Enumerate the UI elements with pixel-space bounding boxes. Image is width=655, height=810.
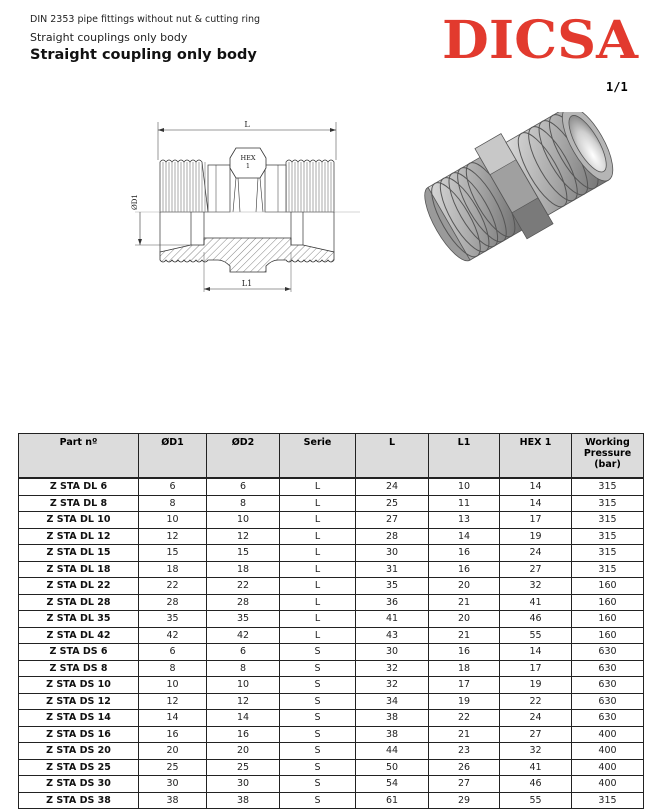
table-cell: 34 xyxy=(356,693,429,710)
table-cell: 10 xyxy=(207,677,280,694)
table-cell: 14 xyxy=(500,495,572,512)
table-cell: 21 xyxy=(429,726,500,743)
table-cell: 400 xyxy=(572,726,644,743)
table-cell: L xyxy=(280,495,356,512)
hex-number-label: 1 xyxy=(245,162,251,170)
table-row xyxy=(19,693,644,710)
table-cell: 400 xyxy=(572,743,644,760)
page-number: 1/1 xyxy=(606,80,628,94)
technical-drawing xyxy=(120,112,360,302)
table-cell: 19 xyxy=(500,677,572,694)
table-cell: L xyxy=(280,627,356,644)
table-cell: 13 xyxy=(429,512,500,529)
table-cell: 14 xyxy=(500,644,572,661)
table-cell: 32 xyxy=(356,677,429,694)
table-cell: 27 xyxy=(356,512,429,529)
column-header-l: L xyxy=(356,434,429,479)
table-row xyxy=(19,545,644,562)
table-cell: 22 xyxy=(207,578,280,595)
table-cell: 44 xyxy=(356,743,429,760)
column-header-hex1: HEX 1 xyxy=(500,434,572,479)
table-cell: 8 xyxy=(139,495,207,512)
table-cell: 22 xyxy=(500,693,572,710)
table-cell: 21 xyxy=(429,594,500,611)
table-cell: 27 xyxy=(429,776,500,793)
table-cell: 16 xyxy=(429,644,500,661)
table-cell: 43 xyxy=(356,627,429,644)
table-cell: 17 xyxy=(429,677,500,694)
part-number-cell: Z STA DL 22 xyxy=(19,578,139,595)
table-cell: 28 xyxy=(139,594,207,611)
table-cell: 46 xyxy=(500,776,572,793)
column-header-part: Part nº xyxy=(19,434,139,479)
logo-text: DICSA xyxy=(442,14,639,62)
table-cell: 630 xyxy=(572,710,644,727)
table-cell: 6 xyxy=(207,644,280,661)
table-row xyxy=(19,792,644,809)
table-cell: S xyxy=(280,743,356,760)
table-row xyxy=(19,644,644,661)
table-cell: 21 xyxy=(429,627,500,644)
table-cell: 10 xyxy=(429,478,500,495)
table-cell: 12 xyxy=(207,693,280,710)
table-cell: 32 xyxy=(500,578,572,595)
table-cell: 8 xyxy=(207,495,280,512)
table-row xyxy=(19,478,644,495)
table-row xyxy=(19,743,644,760)
table-cell: 31 xyxy=(356,561,429,578)
part-number-cell: Z STA DS 38 xyxy=(19,792,139,809)
table-cell: 17 xyxy=(500,660,572,677)
table-cell: L xyxy=(280,545,356,562)
page-title: Straight coupling only body xyxy=(30,47,257,63)
table-cell: 30 xyxy=(356,545,429,562)
column-header-serie: Serie xyxy=(280,434,356,479)
table-header-row xyxy=(19,434,644,479)
part-number-cell: Z STA DL 28 xyxy=(19,594,139,611)
table-cell: 15 xyxy=(139,545,207,562)
table-cell: 27 xyxy=(500,561,572,578)
table-cell: 32 xyxy=(356,660,429,677)
table-cell: 22 xyxy=(429,710,500,727)
table-cell: L xyxy=(280,594,356,611)
table-cell: 30 xyxy=(207,776,280,793)
table-cell: 315 xyxy=(572,512,644,529)
part-number-cell: Z STA DS 12 xyxy=(19,693,139,710)
table-cell: L xyxy=(280,478,356,495)
column-header-working-pressure: Working Pressure (bar) xyxy=(572,434,644,479)
table-cell: 24 xyxy=(500,545,572,562)
table-row xyxy=(19,561,644,578)
table-cell: 14 xyxy=(207,710,280,727)
table-cell: 42 xyxy=(139,627,207,644)
table-row xyxy=(19,726,644,743)
table-cell: 16 xyxy=(429,561,500,578)
table-cell: 25 xyxy=(207,759,280,776)
table-cell: 54 xyxy=(356,776,429,793)
table-cell: 630 xyxy=(572,693,644,710)
length-inner-label: L1 xyxy=(241,279,253,288)
dicsa-logo xyxy=(440,14,640,62)
table-cell: 14 xyxy=(429,528,500,545)
table-cell: 315 xyxy=(572,528,644,545)
table-cell: 160 xyxy=(572,578,644,595)
table-cell: 315 xyxy=(572,792,644,809)
table-cell: 14 xyxy=(500,478,572,495)
table-cell: 315 xyxy=(572,545,644,562)
table-cell: 10 xyxy=(139,677,207,694)
table-cell: 315 xyxy=(572,495,644,512)
table-cell: 10 xyxy=(207,512,280,529)
table-cell: 29 xyxy=(429,792,500,809)
table-cell: 23 xyxy=(429,743,500,760)
table-cell: 24 xyxy=(356,478,429,495)
part-number-cell: Z STA DL 8 xyxy=(19,495,139,512)
table-cell: 20 xyxy=(207,743,280,760)
table-cell: 26 xyxy=(429,759,500,776)
table-cell: 27 xyxy=(500,726,572,743)
category-subtitle: Straight couplings only body xyxy=(30,31,188,44)
table-cell: 400 xyxy=(572,776,644,793)
table-row xyxy=(19,776,644,793)
table-cell: 61 xyxy=(356,792,429,809)
part-number-cell: Z STA DL 42 xyxy=(19,627,139,644)
table-cell: L xyxy=(280,561,356,578)
table-cell: 160 xyxy=(572,594,644,611)
table-cell: 8 xyxy=(139,660,207,677)
table-cell: 41 xyxy=(500,759,572,776)
diameter-label: ØD1 xyxy=(131,194,139,210)
table-cell: 160 xyxy=(572,611,644,628)
column-header-d1: ØD1 xyxy=(139,434,207,479)
table-row xyxy=(19,759,644,776)
table-cell: S xyxy=(280,776,356,793)
table-cell: 12 xyxy=(139,528,207,545)
table-cell: 36 xyxy=(356,594,429,611)
table-cell: 42 xyxy=(207,627,280,644)
table-cell: 30 xyxy=(139,776,207,793)
table-cell: 630 xyxy=(572,677,644,694)
table-cell: 315 xyxy=(572,561,644,578)
table-cell: 18 xyxy=(139,561,207,578)
table-cell: 20 xyxy=(429,611,500,628)
table-cell: 41 xyxy=(500,594,572,611)
table-cell: 12 xyxy=(207,528,280,545)
table-cell: 6 xyxy=(139,478,207,495)
product-render-3d xyxy=(420,112,650,302)
table-row xyxy=(19,528,644,545)
table-cell: 14 xyxy=(139,710,207,727)
table-cell: 25 xyxy=(356,495,429,512)
part-number-cell: Z STA DS 25 xyxy=(19,759,139,776)
part-number-cell: Z STA DL 10 xyxy=(19,512,139,529)
table-cell: S xyxy=(280,792,356,809)
table-cell: 22 xyxy=(139,578,207,595)
part-number-cell: Z STA DS 16 xyxy=(19,726,139,743)
table-cell: 315 xyxy=(572,478,644,495)
part-number-cell: Z STA DS 14 xyxy=(19,710,139,727)
table-row xyxy=(19,512,644,529)
table-cell: 20 xyxy=(429,578,500,595)
table-cell: 15 xyxy=(207,545,280,562)
table-cell: 41 xyxy=(356,611,429,628)
table-cell: 8 xyxy=(207,660,280,677)
table-cell: S xyxy=(280,693,356,710)
length-label: L xyxy=(244,120,250,129)
table-cell: 32 xyxy=(500,743,572,760)
table-cell: 400 xyxy=(572,759,644,776)
table-cell: 35 xyxy=(207,611,280,628)
table-cell: 38 xyxy=(207,792,280,809)
table-row xyxy=(19,677,644,694)
table-cell: 11 xyxy=(429,495,500,512)
table-cell: 6 xyxy=(139,644,207,661)
part-number-cell: Z STA DS 8 xyxy=(19,660,139,677)
table-cell: 19 xyxy=(429,693,500,710)
table-cell: 17 xyxy=(500,512,572,529)
part-number-cell: Z STA DS 20 xyxy=(19,743,139,760)
table-cell: S xyxy=(280,710,356,727)
table-cell: 28 xyxy=(356,528,429,545)
table-cell: S xyxy=(280,644,356,661)
table-cell: S xyxy=(280,677,356,694)
table-cell: L xyxy=(280,611,356,628)
table-cell: 18 xyxy=(207,561,280,578)
table-cell: 38 xyxy=(139,792,207,809)
table-cell: 55 xyxy=(500,792,572,809)
table-cell: 160 xyxy=(572,627,644,644)
part-number-cell: Z STA DS 30 xyxy=(19,776,139,793)
table-cell: 16 xyxy=(207,726,280,743)
table-cell: S xyxy=(280,759,356,776)
table-cell: 630 xyxy=(572,660,644,677)
table-row xyxy=(19,710,644,727)
column-header-d2: ØD2 xyxy=(207,434,280,479)
part-number-cell: Z STA DS 6 xyxy=(19,644,139,661)
part-number-cell: Z STA DL 15 xyxy=(19,545,139,562)
table-cell: 18 xyxy=(429,660,500,677)
table-cell: 12 xyxy=(139,693,207,710)
table-cell: 38 xyxy=(356,710,429,727)
part-number-cell: Z STA DL 6 xyxy=(19,478,139,495)
column-header-l1: L1 xyxy=(429,434,500,479)
table-cell: 46 xyxy=(500,611,572,628)
table-row xyxy=(19,660,644,677)
table-cell: 24 xyxy=(500,710,572,727)
table-cell: 35 xyxy=(139,611,207,628)
table-row xyxy=(19,495,644,512)
specification-table xyxy=(18,433,644,809)
table-cell: 630 xyxy=(572,644,644,661)
table-cell: 6 xyxy=(207,478,280,495)
table-cell: 25 xyxy=(139,759,207,776)
part-number-cell: Z STA DL 35 xyxy=(19,611,139,628)
table-row xyxy=(19,611,644,628)
table-cell: 30 xyxy=(356,644,429,661)
part-number-cell: Z STA DL 12 xyxy=(19,528,139,545)
part-number-cell: Z STA DL 18 xyxy=(19,561,139,578)
table-row xyxy=(19,627,644,644)
table-cell: 10 xyxy=(139,512,207,529)
table-cell: 16 xyxy=(429,545,500,562)
part-number-cell: Z STA DS 10 xyxy=(19,677,139,694)
table-cell: 19 xyxy=(500,528,572,545)
table-cell: 20 xyxy=(139,743,207,760)
table-cell: 55 xyxy=(500,627,572,644)
table-cell: S xyxy=(280,660,356,677)
standard-subtitle: DIN 2353 pipe fittings without nut & cutting ring xyxy=(30,14,261,25)
table-cell: S xyxy=(280,726,356,743)
table-cell: 38 xyxy=(356,726,429,743)
table-cell: 35 xyxy=(356,578,429,595)
table-cell: 28 xyxy=(207,594,280,611)
hex-label: HEX xyxy=(240,154,256,162)
table-cell: L xyxy=(280,512,356,529)
table-cell: L xyxy=(280,578,356,595)
table-row xyxy=(19,578,644,595)
table-row xyxy=(19,594,644,611)
table-cell: L xyxy=(280,528,356,545)
table-cell: 50 xyxy=(356,759,429,776)
table-cell: 16 xyxy=(139,726,207,743)
